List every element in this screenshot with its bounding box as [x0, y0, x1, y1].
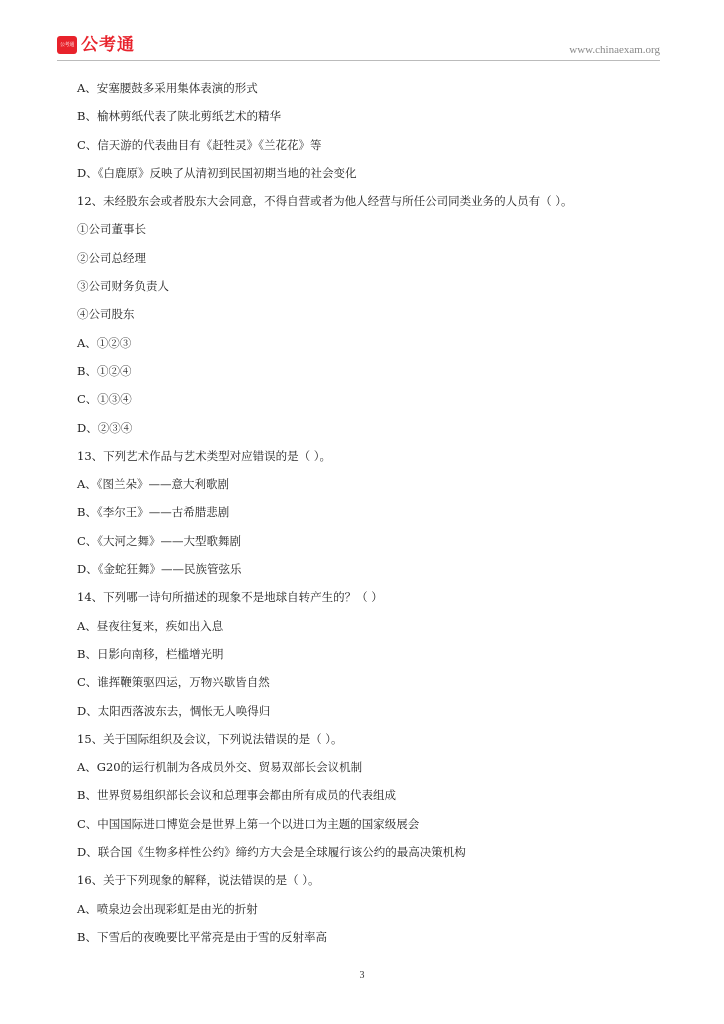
- text-line: B、①②④: [77, 363, 132, 378]
- text-line: C、《大河之舞》——大型歌舞剧: [77, 533, 242, 548]
- text-line: ②公司总经理: [77, 250, 146, 265]
- page-number: 3: [359, 970, 365, 981]
- text-line: C、①③④: [77, 392, 132, 407]
- text-line: D、《白鹿原》反映了从清初到民国初期当地的社会变化: [77, 165, 357, 180]
- header-divider: [57, 60, 660, 61]
- question-stem: 16、关于下列现象的解释，说法错误的是（ ）。: [77, 873, 320, 888]
- question-stem: 12、未经股东会或者股东大会同意，不得自营或者为他人经营与所任公司同类业务的人员有（ ）。: [77, 194, 573, 209]
- text-line: A、①②③: [77, 335, 132, 350]
- document-body: [77, 78, 677, 955]
- text-line: ①公司董事长: [77, 222, 146, 237]
- text-line: D、《金蛇狂舞》——民族管弦乐: [77, 562, 242, 577]
- text-line: B、《李尔王》——古希腊悲剧: [77, 505, 230, 520]
- text-line: A、安塞腰鼓多采用集体表演的形式: [77, 81, 258, 95]
- text-line: A、《图兰朵》——意大利歌剧: [77, 477, 230, 492]
- text-line: ④公司股东: [77, 307, 135, 322]
- text-line: A、昼夜往复来，疾如出入息: [77, 618, 224, 633]
- text-line: D、②③④: [77, 420, 133, 435]
- text-line: A、G20的运行机制为各成员外交、贸易双部长会议机制: [77, 760, 363, 775]
- page-header: [0, 0, 724, 62]
- text-line: ③公司财务负责人: [77, 279, 169, 294]
- text-line: B、榆林剪纸代表了陕北剪纸艺术的精华: [77, 109, 281, 124]
- question-stem: 14、下列哪一诗句所描述的现象不是地球自转产生的？（ ）: [77, 590, 383, 605]
- question-stem: 13、下列艺术作品与艺术类型对应错误的是（ ）。: [77, 448, 332, 463]
- text-line: D、太阳西落波东去，惆怅无人唤得归: [77, 703, 271, 718]
- text-line: C、中国国际进口博览会是世界上第一个以进口为主题的国家级展会: [77, 816, 420, 831]
- text-line: B、日影向南移，栏槛增光明: [77, 646, 224, 661]
- text-line: C、信天游的代表曲目有《赶牲灵》《兰花花》等: [77, 137, 322, 152]
- text-line: B、世界贸易组织部长会议和总理事会都由所有成员的代表组成: [77, 788, 396, 803]
- question-stem: 15、关于国际组织及会议，下列说法错误的是（ ）。: [77, 731, 343, 746]
- logo-badge: 公考通: [57, 36, 77, 54]
- text-line: D、联合国《生物多样性公约》缔约方大会是全球履行该公约的最高决策机构: [77, 845, 466, 860]
- text-line: A、喷泉边会出现彩虹是由光的折射: [77, 901, 258, 916]
- logo-text: 公考通: [81, 35, 135, 55]
- text-line: B、下雪后的夜晚要比平常亮是由于雪的反射率高: [77, 929, 327, 944]
- text-line: C、谁挥鞭策驱四运，万物兴歇皆自然: [77, 675, 270, 690]
- site-url[interactable]: www.chinaexam.org: [569, 44, 660, 56]
